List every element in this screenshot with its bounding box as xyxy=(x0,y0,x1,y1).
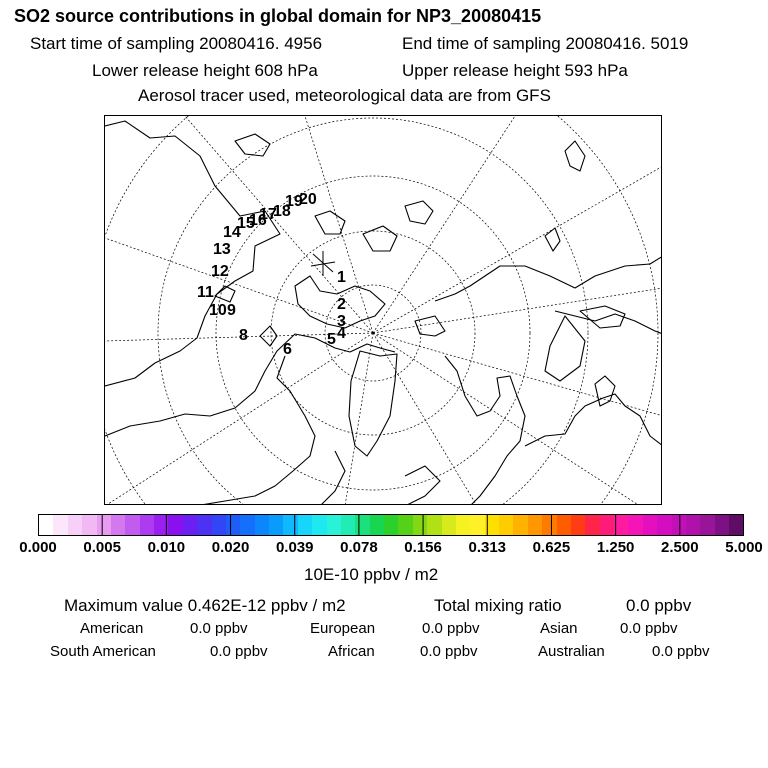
svg-text:16: 16 xyxy=(249,212,267,229)
lower-release-height: Lower release height 608 hPa xyxy=(92,61,318,80)
svg-text:12: 12 xyxy=(211,263,229,280)
map-title: SO2 source contributions in global domain for NP3_20080415 xyxy=(14,6,542,26)
svg-text:9: 9 xyxy=(227,302,236,319)
region-american-value: 0.0 ppbv xyxy=(190,620,248,637)
max-value-label: Maximum value 0.462E-12 ppbv / m2 xyxy=(64,596,346,615)
svg-text:4: 4 xyxy=(337,325,346,342)
colorbar-tick-label: 1.250 xyxy=(596,539,635,556)
colorbar-tick-label: 0.156 xyxy=(404,539,442,556)
region-asian-value: 0.0 ppbv xyxy=(620,620,678,637)
svg-text:6: 6 xyxy=(283,341,292,358)
total-mixing-value: 0.0 ppbv xyxy=(626,596,692,615)
region-south-american-value: 0.0 ppbv xyxy=(210,643,268,660)
svg-text:14: 14 xyxy=(223,224,241,241)
end-time-label: End time of sampling 20080416. 5019 xyxy=(402,34,689,53)
svg-text:1: 1 xyxy=(337,269,346,286)
region-african-label: African xyxy=(328,643,375,660)
colorbar-tick-label: 0.313 xyxy=(468,539,507,556)
region-american-label: American xyxy=(80,620,144,637)
region-european-value: 0.0 ppbv xyxy=(422,620,480,637)
colorbar-tick-label: 0.005 xyxy=(83,539,121,556)
colorbar-tick-label: 0.020 xyxy=(211,539,250,556)
colorbar-unit: 10E-10 ppbv / m2 xyxy=(304,565,439,584)
region-european-label: European xyxy=(310,620,376,637)
svg-text:11: 11 xyxy=(197,284,214,301)
svg-text:13: 13 xyxy=(213,241,231,258)
colorbar-tick-label: 2.500 xyxy=(661,539,699,556)
region-asian-label: Asian xyxy=(540,620,578,637)
polar-map xyxy=(104,115,662,505)
svg-text:20: 20 xyxy=(299,191,317,208)
colorbar-dividers xyxy=(38,514,744,536)
svg-text:19: 19 xyxy=(285,193,303,210)
region-african-value: 0.0 ppbv xyxy=(420,643,478,660)
svg-text:15: 15 xyxy=(237,215,255,232)
svg-text:3: 3 xyxy=(337,313,346,330)
trajectory xyxy=(311,251,335,276)
total-mixing-label: Total mixing ratio xyxy=(434,596,562,615)
svg-text:18: 18 xyxy=(273,203,291,220)
svg-text:2: 2 xyxy=(337,296,346,313)
svg-text:17: 17 xyxy=(259,206,277,223)
svg-text:10: 10 xyxy=(209,302,227,319)
colorbar-tick-label: 0.625 xyxy=(532,539,571,556)
region-australian-value: 0.0 ppbv xyxy=(652,643,710,660)
map-canvas xyxy=(105,116,662,505)
svg-text:8: 8 xyxy=(239,327,248,344)
colorbar-tick-label: 0.000 xyxy=(19,539,57,556)
region-south-american-label: South American xyxy=(50,643,156,660)
svg-text:5: 5 xyxy=(327,331,336,348)
meridian-lines xyxy=(105,116,662,505)
latitude-circles xyxy=(105,116,658,505)
data-source-info: Aerosol tracer used, meteorological data are from GFS xyxy=(138,86,551,105)
colorbar-tick-label: 5.000 xyxy=(725,539,763,556)
track-labels xyxy=(197,191,346,358)
upper-release-height: Upper release height 593 hPa xyxy=(402,61,628,80)
colorbar-tick-label: 0.010 xyxy=(147,539,186,556)
region-australian-label: Australian xyxy=(538,643,605,660)
colorbar-tick-label: 0.078 xyxy=(340,539,378,556)
colorbar-tick-label: 0.039 xyxy=(275,539,314,556)
coastlines xyxy=(105,121,662,505)
start-time-label: Start time of sampling 20080416. 4956 xyxy=(30,34,323,53)
